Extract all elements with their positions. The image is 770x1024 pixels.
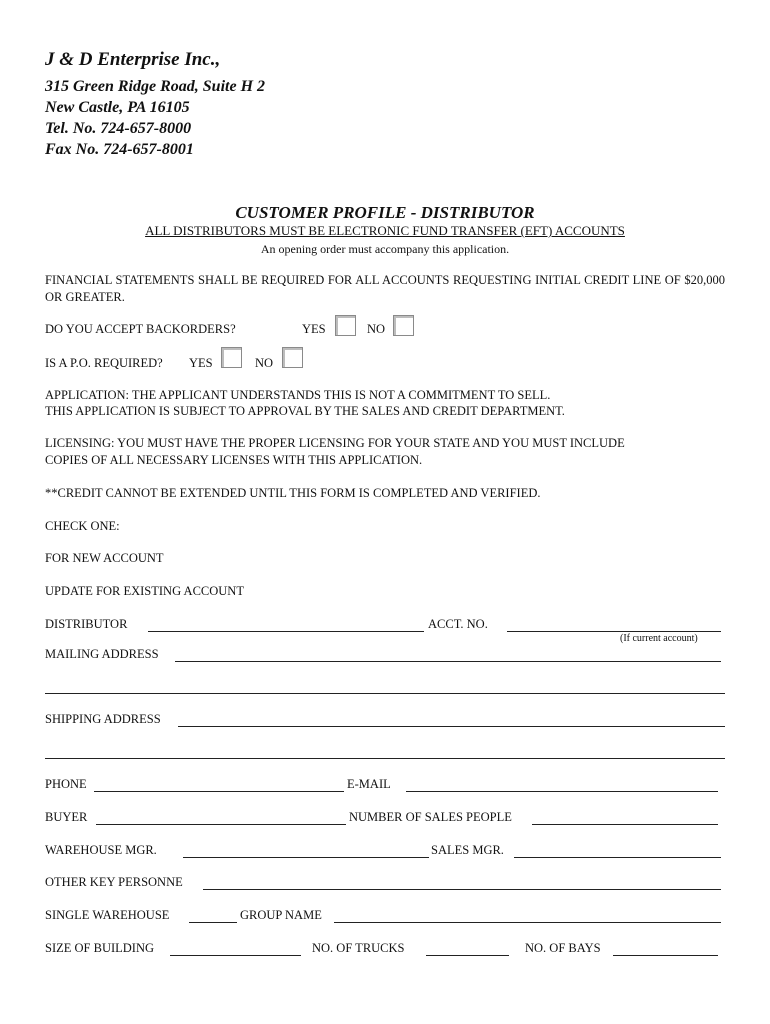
form-title: CUSTOMER PROFILE - DISTRIBUTOR xyxy=(235,203,535,222)
sales-people-field[interactable] xyxy=(532,824,718,825)
sales-mgr-field[interactable] xyxy=(514,857,721,858)
po-question: IS A P.O. REQUIRED? xyxy=(45,356,163,370)
po-no-label: NO xyxy=(255,356,274,370)
distributor-field[interactable] xyxy=(148,631,424,632)
po-yes-label: YES xyxy=(189,356,213,370)
sales-mgr-label: SALES MGR. xyxy=(431,843,504,857)
licensing-text-1: LICENSING: YOU MUST HAVE THE PROPER LICENSING FOR YOUR STATE AND YOU MUST INCLUDE xyxy=(45,436,625,450)
buyer-field[interactable] xyxy=(96,824,346,825)
company-fax: Fax No. 724-657-8001 xyxy=(45,141,194,158)
company-address-line1: 315 Green Ridge Road, Suite H 2 xyxy=(45,78,266,95)
new-account-option[interactable]: FOR NEW ACCOUNT xyxy=(45,551,164,565)
bays-field[interactable] xyxy=(613,955,718,956)
phone-label: PHONE xyxy=(45,777,87,791)
financial-statement-text: FINANCIAL STATEMENTS SHALL BE REQUIRED FOR ALL ACCOUNTS REQUESTING INITIAL CREDIT LINE OF $20,000 OR GREATER. xyxy=(45,273,725,304)
email-field[interactable] xyxy=(406,791,718,792)
opening-order-note: An opening order must accompany this application. xyxy=(260,242,510,256)
shipping-address-label: SHIPPING ADDRESS xyxy=(45,712,161,726)
group-name-label: GROUP NAME xyxy=(240,908,322,922)
application-text-2: THIS APPLICATION IS SUBJECT TO APPROVAL BY THE SALES AND CREDIT DEPARTMENT. xyxy=(45,404,565,418)
shipping-address-field-2[interactable] xyxy=(45,758,725,759)
acct-no-field[interactable] xyxy=(507,631,721,632)
mailing-address-field-2[interactable] xyxy=(45,693,725,694)
bays-label: NO. OF BAYS xyxy=(525,941,601,955)
buyer-label: BUYER xyxy=(45,810,88,824)
distributor-label: DISTRIBUTOR xyxy=(45,617,128,631)
if-current-account-note: (If current account) xyxy=(620,633,698,644)
single-warehouse-label: SINGLE WAREHOUSE xyxy=(45,908,170,922)
po-yes-checkbox[interactable] xyxy=(221,347,242,368)
trucks-label: NO. OF TRUCKS xyxy=(312,941,405,955)
check-one-label: CHECK ONE: xyxy=(45,519,120,533)
backorders-yes-checkbox[interactable] xyxy=(335,315,356,336)
shipping-address-field[interactable] xyxy=(178,726,725,727)
mailing-address-field[interactable] xyxy=(175,661,721,662)
email-label: E-MAIL xyxy=(347,777,391,791)
company-address-line2: New Castle, PA 16105 xyxy=(45,99,190,116)
backorders-question: DO YOU ACCEPT BACKORDERS? xyxy=(45,322,236,336)
po-no-checkbox[interactable] xyxy=(282,347,303,368)
warehouse-mgr-label: WAREHOUSE MGR. xyxy=(45,843,157,857)
single-warehouse-field[interactable] xyxy=(189,922,237,923)
company-tel: Tel. No. 724-657-8000 xyxy=(45,120,192,137)
licensing-text-2: COPIES OF ALL NECESSARY LICENSES WITH THIS APPLICATION. xyxy=(45,453,423,467)
other-key-personnel-label: OTHER KEY PERSONNE xyxy=(45,875,183,889)
trucks-field[interactable] xyxy=(426,955,509,956)
backorders-yes-label: YES xyxy=(302,322,326,336)
credit-note: **CREDIT CANNOT BE EXTENDED UNTIL THIS FORM IS COMPLETED AND VERIFIED. xyxy=(45,486,541,500)
other-key-personnel-field[interactable] xyxy=(203,889,721,890)
sales-people-label: NUMBER OF SALES PEOPLE xyxy=(349,810,512,824)
group-name-field[interactable] xyxy=(334,922,721,923)
company-name: J & D Enterprise Inc., xyxy=(45,49,221,70)
update-account-option[interactable]: UPDATE FOR EXISTING ACCOUNT xyxy=(45,584,244,598)
size-of-building-label: SIZE OF BUILDING xyxy=(45,941,155,955)
phone-field[interactable] xyxy=(94,791,344,792)
backorders-no-checkbox[interactable] xyxy=(393,315,414,336)
warehouse-mgr-field[interactable] xyxy=(183,857,429,858)
size-of-building-field[interactable] xyxy=(170,955,301,956)
mailing-address-label: MAILING ADDRESS xyxy=(45,647,159,661)
acct-no-label: ACCT. NO. xyxy=(428,617,488,631)
form-subtitle: ALL DISTRIBUTORS MUST BE ELECTRONIC FUND TRANSFER (EFT) ACCOUNTS xyxy=(145,223,625,238)
backorders-no-label: NO xyxy=(367,322,386,336)
application-text-1: APPLICATION: THE APPLICANT UNDERSTANDS THIS IS NOT A COMMITMENT TO SELL. xyxy=(45,388,551,402)
